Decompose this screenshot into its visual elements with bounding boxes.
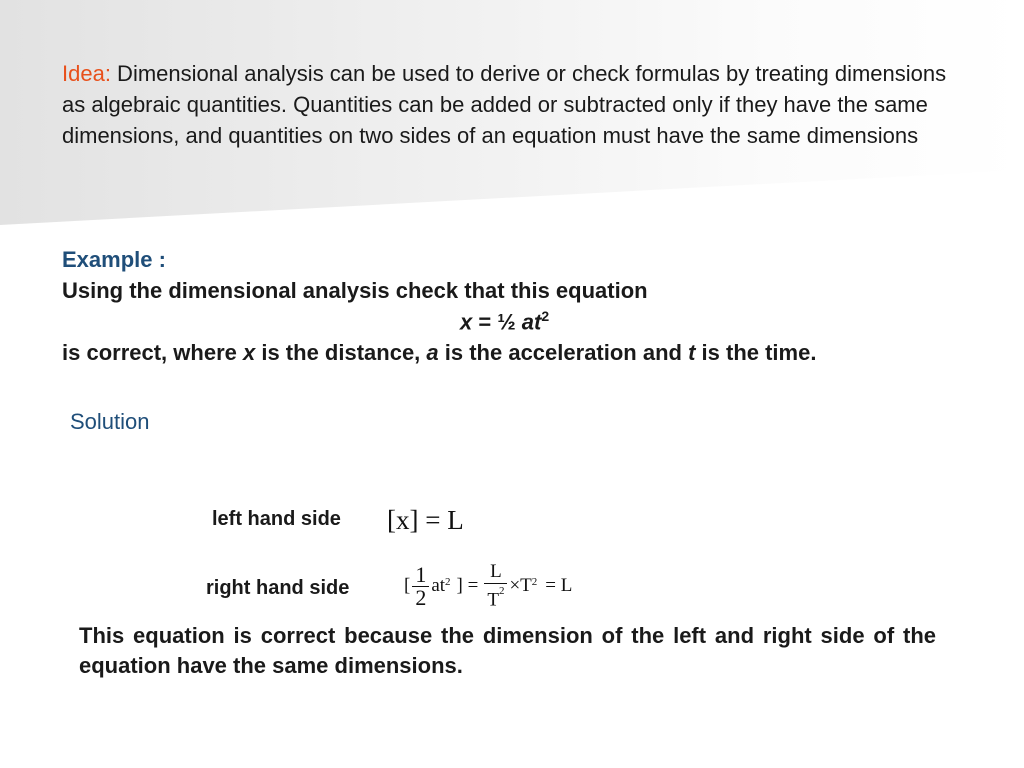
rhs-T-exponent: 2 (531, 576, 538, 588)
left-hand-side-formula: [x] = L (387, 505, 464, 535)
rhs-at-exponent: 2 (445, 576, 451, 588)
def-text-3: is the acceleration and (438, 340, 689, 365)
idea-text: Dimensional analysis can be used to derive or check formulas by treating dimensions as algebraic quantities. Quantities can be added or subtracted only if they have the same dimensions, and quantities on two sides of an equation must have the same dimensions (62, 61, 947, 148)
def-var-a: a (426, 340, 439, 365)
rhs-at: at (431, 575, 446, 596)
example-heading: Example : (62, 247, 166, 272)
equation-var-at: at (521, 309, 542, 335)
solution-label: Solution (70, 409, 150, 434)
def-text-4: is the time. (695, 340, 817, 365)
fraction-one-half (412, 561, 429, 610)
def-text-2: is the distance, (255, 340, 427, 365)
def-text-1: is correct, where (62, 340, 243, 365)
equation-exponent: 2 (541, 308, 550, 324)
rhs-open-bracket: [ (404, 575, 411, 596)
example-definition-line (62, 340, 816, 366)
times-sign: × (509, 575, 521, 596)
rhs-equals-L: = L (545, 575, 573, 596)
equation-equals-half: = ½ (472, 309, 522, 335)
example-equation (460, 308, 549, 335)
equation-var-x: x (460, 309, 473, 335)
fraction-l-over-t2 (484, 561, 507, 611)
rhs-close-equals: ] = (456, 575, 479, 596)
idea-paragraph (62, 58, 962, 151)
def-var-t: t (688, 340, 696, 365)
fraction-numerator: 1 (415, 561, 427, 587)
fraction-denominator: 2 (415, 584, 427, 610)
fraction2-numerator: L (490, 560, 502, 582)
example-intro-line: Using the dimensional analysis check that this equation (62, 278, 648, 303)
right-hand-side-label: right hand side (206, 577, 350, 599)
def-var-x: x (242, 340, 256, 365)
fraction2-denominator (484, 584, 507, 611)
right-hand-side-formula (404, 558, 572, 614)
rhs-T: T (520, 575, 532, 596)
fraction2-den-exponent: 2 (498, 584, 505, 597)
idea-label: Idea: (62, 61, 111, 86)
conclusion-paragraph: This equation is correct because the dimension of the left and right side of the equation have the same dimensions. (79, 623, 936, 678)
left-hand-side-label: left hand side (212, 508, 341, 530)
fraction2-den-base: T (487, 589, 499, 611)
